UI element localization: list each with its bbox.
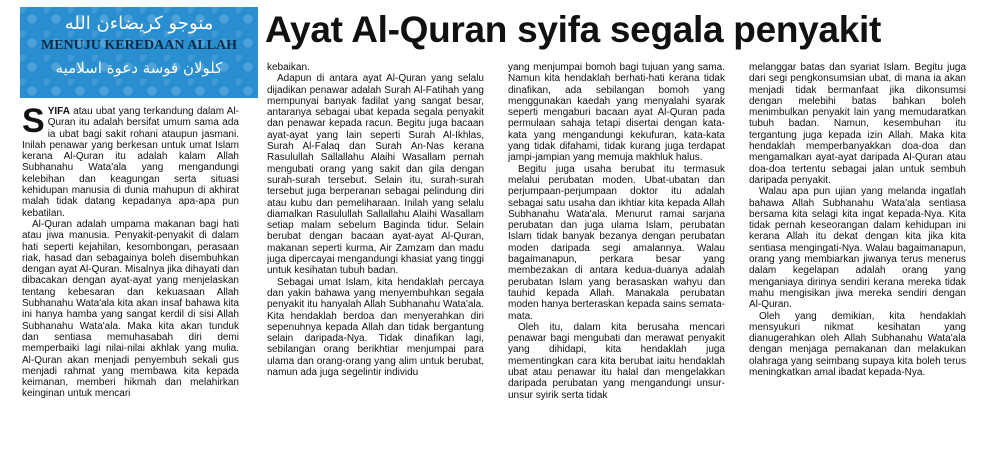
banner-arabic-tagline: كلولان فوسة دعوة اسلاميه (55, 59, 223, 77)
paragraph: Begitu juga usaha berubat itu termasuk melalui perubatan moden. Ubat-ubatan dan perjumpaan-perjumpaan doktor itu adalah sebagai satu usaha dan ikhtiar kita kepada Allah Subhanahu Wata'ala. Menurut ramai sarjana perubatan dan juga ulama Islam, perubatan Islam tidak banyak bezanya dengan perubatan moden daripada segi amalannya. Walau bagaimanapun, perkara besar yang membezakan di antara kedua-duanya adalah perubatan Islam yang berasaskan wahyu dan tauhid kepada Allah. Manakala perubatan moden hanya berteraskan kepada sains semata-mata. (508, 163, 725, 322)
article-column-3 (508, 62, 725, 446)
paragraph-text: atau ubat yang terkandung dalam Al-Quran itu adalah bersifat umum sama ada ia ubat bagi sakit rohani ataupun jasmani. Inilah penawar yang berkesan untuk umat Islam kerana Al-Quran itu adalah kalam Allah Subhanahu Wata'ala yang mengandungi kelebihan dan keagungan serta situasi kehidupan manusia di dunia mahupun di akhirat malah tidak datang kepadanya apa-apa pun kebatilan. (22, 106, 239, 219)
article-column-2 (267, 62, 484, 446)
paragraph: melanggar batas dan syariat Islam. Begitu juga dari segi pengkonsumsian ubat, di mana ia akan menjadi tidak bermanfaat jika dikonsumsi dengan melebihi batas bahkan boleh menimbulkan penyakit lain yang memudaratkan tubuh badan. Namun, kesembuhan itu tergantung juga kepada izin Allah. Maka kita hendaklah memperbanyakkan doa-doa dan mengamalkan ayat-ayat daripada Al-Quran atau doa-doa tertentu sebagai jalan untuk sembuh daripada penyakit. (749, 62, 966, 186)
paragraph: Oleh yang demikian, kita hendaklah mensyukuri nikmat kesihatan yang dianugerahkan oleh Allah Subhanahu Wata'ala dengan menjaga pemakanan dan melakukan olahraga yang seimbang supaya kita boleh terus meningkatkan amal ibadat kepada-Nya. (749, 310, 966, 379)
paragraph: Oleh itu, dalam kita berusaha mencari penawar bagi mengubati dan merawat penyakit yang dihidapi, kita hendaklah juga mementingkan cara kita berubat iaitu hendaklah ubat atau penawar itu halal dan mengelakkan daripada perubatan yang mengandungi unsur-unsur syirik serta tidak (508, 321, 725, 401)
paragraph: Adapun di antara ayat Al-Quran yang selalu dijadikan penawar adalah Surah Al-Fatihah yang mempunyai banyak fadilat yang sangat besar, antaranya sebagai ubat kepada segala penyakit dan penawar kepada racun. Begitu juga bacaan ayat-ayat yang lain seperti Surah Al-Ikhlas, Surah Al-Falaq dan Surah An-Nas kerana Rasulullah Sallallahu Alaihi Wasallam pernah mengubati orang yang sakit dan gila dengan surah-surah tersebut. Selain itu, surah-surah tersebut juga berperanan sebagai pelindung diri atau kubu dan pemeliharaan. Inilah yang selalu diamalkan Rasulullah Sallallahu Alaihi Wasallam setiap malam sebelum Baginda tidur. Selain berubat dengan bacaan ayat-ayat Al-Quran, makanan seperti kurma, Air Zamzam dan madu juga dipercayai mengandungi khasiat yang tinggi untuk kesihatan tubuh badan. (267, 73, 484, 277)
article-column-1 (22, 106, 239, 446)
paragraph: Sebagai umat Islam, kita hendaklah percaya dan yakin bahawa yang menyembuhkan segala penyakit itu hanyalah Allah Subhanahu Wata'ala. Kita hendaklah berdoa dan menyerahkan diri sepenuhnya kepada Allah dan tidak bergantung selain daripada-Nya. Tidak dinafikan lagi, sebilangan orang berikhtiar menjumpai para ulama dan orang-orang yang alim untuk berubat, namun ada juga segelintir individu (267, 276, 484, 379)
paragraph: kebaikan. (267, 62, 310, 73)
article-column-4 (749, 62, 966, 446)
lead-word: YIFA (47, 106, 70, 117)
article-headline: Ayat Al-Quran syifa segala penyakit (265, 9, 881, 50)
banner-subtitle: MENUJU KEREDAAN ALLAH (40, 38, 237, 53)
column-banner (20, 7, 258, 98)
drop-cap: S (22, 106, 45, 140)
banner-arabic-title: منوجو كريضاءن الله (64, 13, 214, 34)
paragraph (22, 106, 239, 219)
paragraph: Walau apa pun ujian yang melanda ingatlah bahawa Allah Subhanahu Wata'ala sentiasa bersama kita selagi kita ingat kepada-Nya. Kita tidak pernah keseorangan dalam kehidupan ini kerana Allah itu dekat dengan kita jika kita sentiasa mengingati-Nya. Walau bagaimanapun, orang yang membiarkan jiwanya terus menerus dalam kegelapan adalah orang yang menganiaya dirinya sendiri kerana mereka tidak mahu mengisikan jiwa mereka sendiri dengan Al-Quran. (749, 186, 966, 311)
paragraph: yang menjumpai bomoh bagi tujuan yang sama. Namun kita hendaklah berhati-hati kerana tidak dinafikan, ada sebilangan bomoh yang menggunakan kaedah yang menyalahi syarak seperti mengaburi bacaan ayat Al-Quran pada permulaan sahaja tetapi disertai dengan kata-kata yang mengandungi kekufuran, kata-kata yang tidak difahami, tidak kurang juga terdapat jampi-jampian yang memuja makhluk halus. (508, 62, 725, 164)
paragraph: Al-Quran adalah umpama makanan bagi hati atau jiwa manusia. Penyakit-penyakit di dalam hati seperti kejahilan, kesombongan, perasaan riak, hasad dan sebagainya boleh disembuhkan dengan ayat Al-Quran. Misalnya jika dihayati dan dibacakan dengan ayat-ayat yang menjelaskan tentang kebesaran dan kekuasaan Allah Subhanahu Wata'ala kita akan insaf bahawa kita ini hanya hamba yang sangat kerdil di sisi Allah Subhanahu Wata'ala. Maka kita akan tunduk dan sentiasa memuhasabah diri demi memperbaiki lagi nilai-nilai akhlak yang mulia. Al-Quran akan menjadi penyembuh sekali gus menjadi rahmat yang membawa kita kepada keimanan, memberi hikmah dan melahirkan keinginan untuk mencari (22, 218, 239, 400)
